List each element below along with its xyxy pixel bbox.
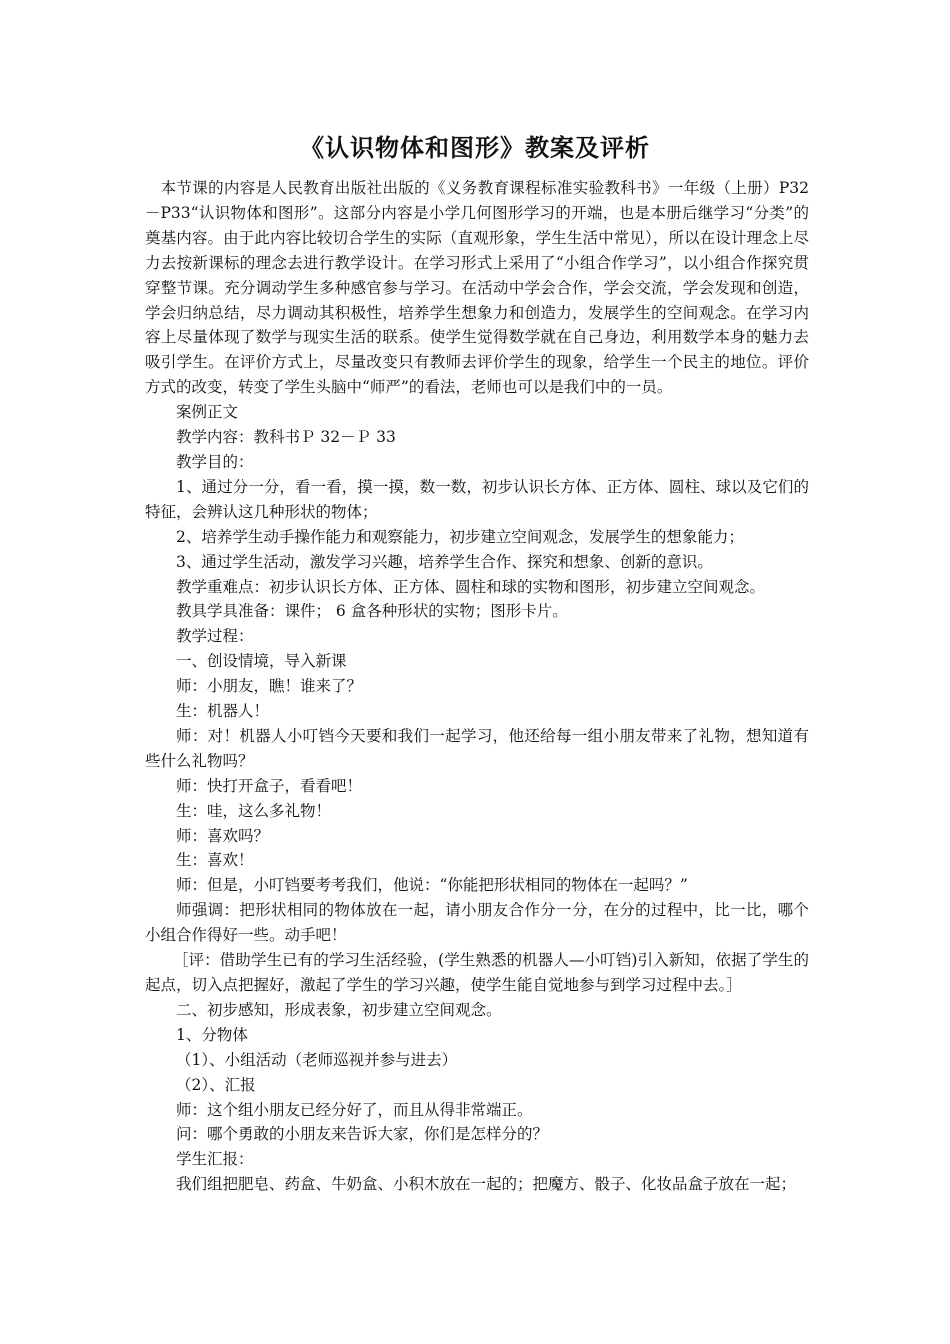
paragraph-teaching-content: 教学内容：教科书Ｐ 32－Ｐ 33: [176, 428, 396, 447]
dialogue-line: 师：但是，小叮铛要考考我们，他说：“你能把形状相同的物体在一起吗？”: [176, 876, 688, 895]
dialogue-line: 问：哪个勇敢的小朋友来告诉大家，你们是怎样分的？: [176, 1125, 549, 1144]
paragraph-process-heading: 教学过程：: [176, 627, 254, 646]
paragraph-intro: 本节课的内容是人民教育出版社出版的《义务教育课程标准实验教科书》一年级（上册）P32－P33“认识物体和图形”。这部分内容是小学几何图形学习的开端，也是本册后继学习“分类”的奠基内容。由于此内容比较切合学生的实际（直观形象，学生生活中常见），所以在设计理念上尽力去按新课标的理念去进行教学设计。在学习形式上采用了“小组合作学习”，以小组合作探究贯穿整节课。充分调动学生多种感官参与学习。在活动中学会合作，学会交流，学会发现和创造，学会归纳总结，尽力调动其积极性，培养学生想象力和创造力，发展学生的空间观念。在学习内容上尽量体现了数学与现实生活的联系。使学生觉得数学就在自己身边，利用数学本身的魅力去吸引学生。在评价方式上，尽量改变只有教师去评价学生的现象，给学生一个民主的地位。评价方式的改变，转变了学生头脑中“师严”的看法，老师也可以是我们中的一员。: [145, 179, 809, 397]
dialogue-line: 师强调：把形状相同的物体放在一起，请小朋友合作分一分，在分的过程中，比一比，哪个小组合作得好一些。动手吧！: [145, 901, 809, 945]
dialogue-line: 师：对！机器人小叮铛今天要和我们一起学习，他还给每一组小朋友带来了礼物，想知道有些什么礼物吗？: [145, 726, 809, 770]
dialogue-line: 师：快打开盒子，看看吧！: [176, 776, 363, 795]
document-body: [145, 176, 809, 1197]
paragraph-step-2: （2）、汇报: [176, 1075, 256, 1094]
paragraph-student-report-heading: 学生汇报：: [176, 1150, 254, 1169]
paragraph-key-difficulties: 教学重难点：初步认识长方体、正方体、圆柱和球的实物和图形，初步建立空间观念。: [176, 577, 766, 596]
paragraph-teaching-goals-heading: 教学目的：: [176, 452, 254, 471]
paragraph-section-1-heading: 一、创设情境，导入新课: [176, 652, 347, 671]
paragraph-step-1: （1）、小组活动（老师巡视并参与进去）: [176, 1050, 458, 1069]
paragraph-goal-1: 1、通过分一分，看一看，摸一摸，数一数，初步认识长方体、正方体、圆柱、球以及它们的特征，会辨认这几种形状的物体；: [145, 477, 809, 521]
dialogue-line: 生：机器人！: [176, 702, 270, 721]
document-title: 《认识物体和图形》教案及评析: [300, 133, 650, 162]
paragraph-student-report: 我们组把肥皂、药盒、牛奶盒、小积木放在一起的；把魔方、骰子、化妆品盒子放在一起；: [176, 1175, 797, 1194]
dialogue-line: 生：喜欢！: [176, 851, 254, 870]
paragraph-subsection-1: 1、分物体: [176, 1025, 248, 1044]
paragraph-section-2-heading: 二、初步感知，形成表象，初步建立空间观念。: [176, 1000, 502, 1019]
dialogue-line: 师：这个组小朋友已经分好了，而且从得非常端正。: [176, 1100, 533, 1119]
dialogue-line: 师：小朋友，瞧！谁来了？: [176, 677, 363, 696]
dialogue-line: 生：哇，这么多礼物！: [176, 801, 332, 820]
paragraph-goal-2: 2、培养学生动手操作能力和观察能力，初步建立空间观念，发展学生的想象能力；: [176, 527, 744, 546]
paragraph-case-heading: 案例正文: [176, 403, 239, 422]
paragraph-goal-3: 3、通过学生活动，激发学习兴趣，培养学生合作、探究和想象、创新的意识。: [176, 552, 713, 571]
dialogue-line: 师：喜欢吗？: [176, 826, 270, 845]
paragraph-commentary: ［评：借助学生已有的学习生活经验，(学生熟悉的机器人—小叮铛)引入新知，依据了学生的起点，切入点把握好，激起了学生的学习兴趣，使学生能自觉地参与到学习过程中去。］: [145, 951, 809, 994]
paragraph-materials: 教具学具准备：课件； 6 盒各种形状的实物；图形卡片。: [176, 602, 568, 621]
